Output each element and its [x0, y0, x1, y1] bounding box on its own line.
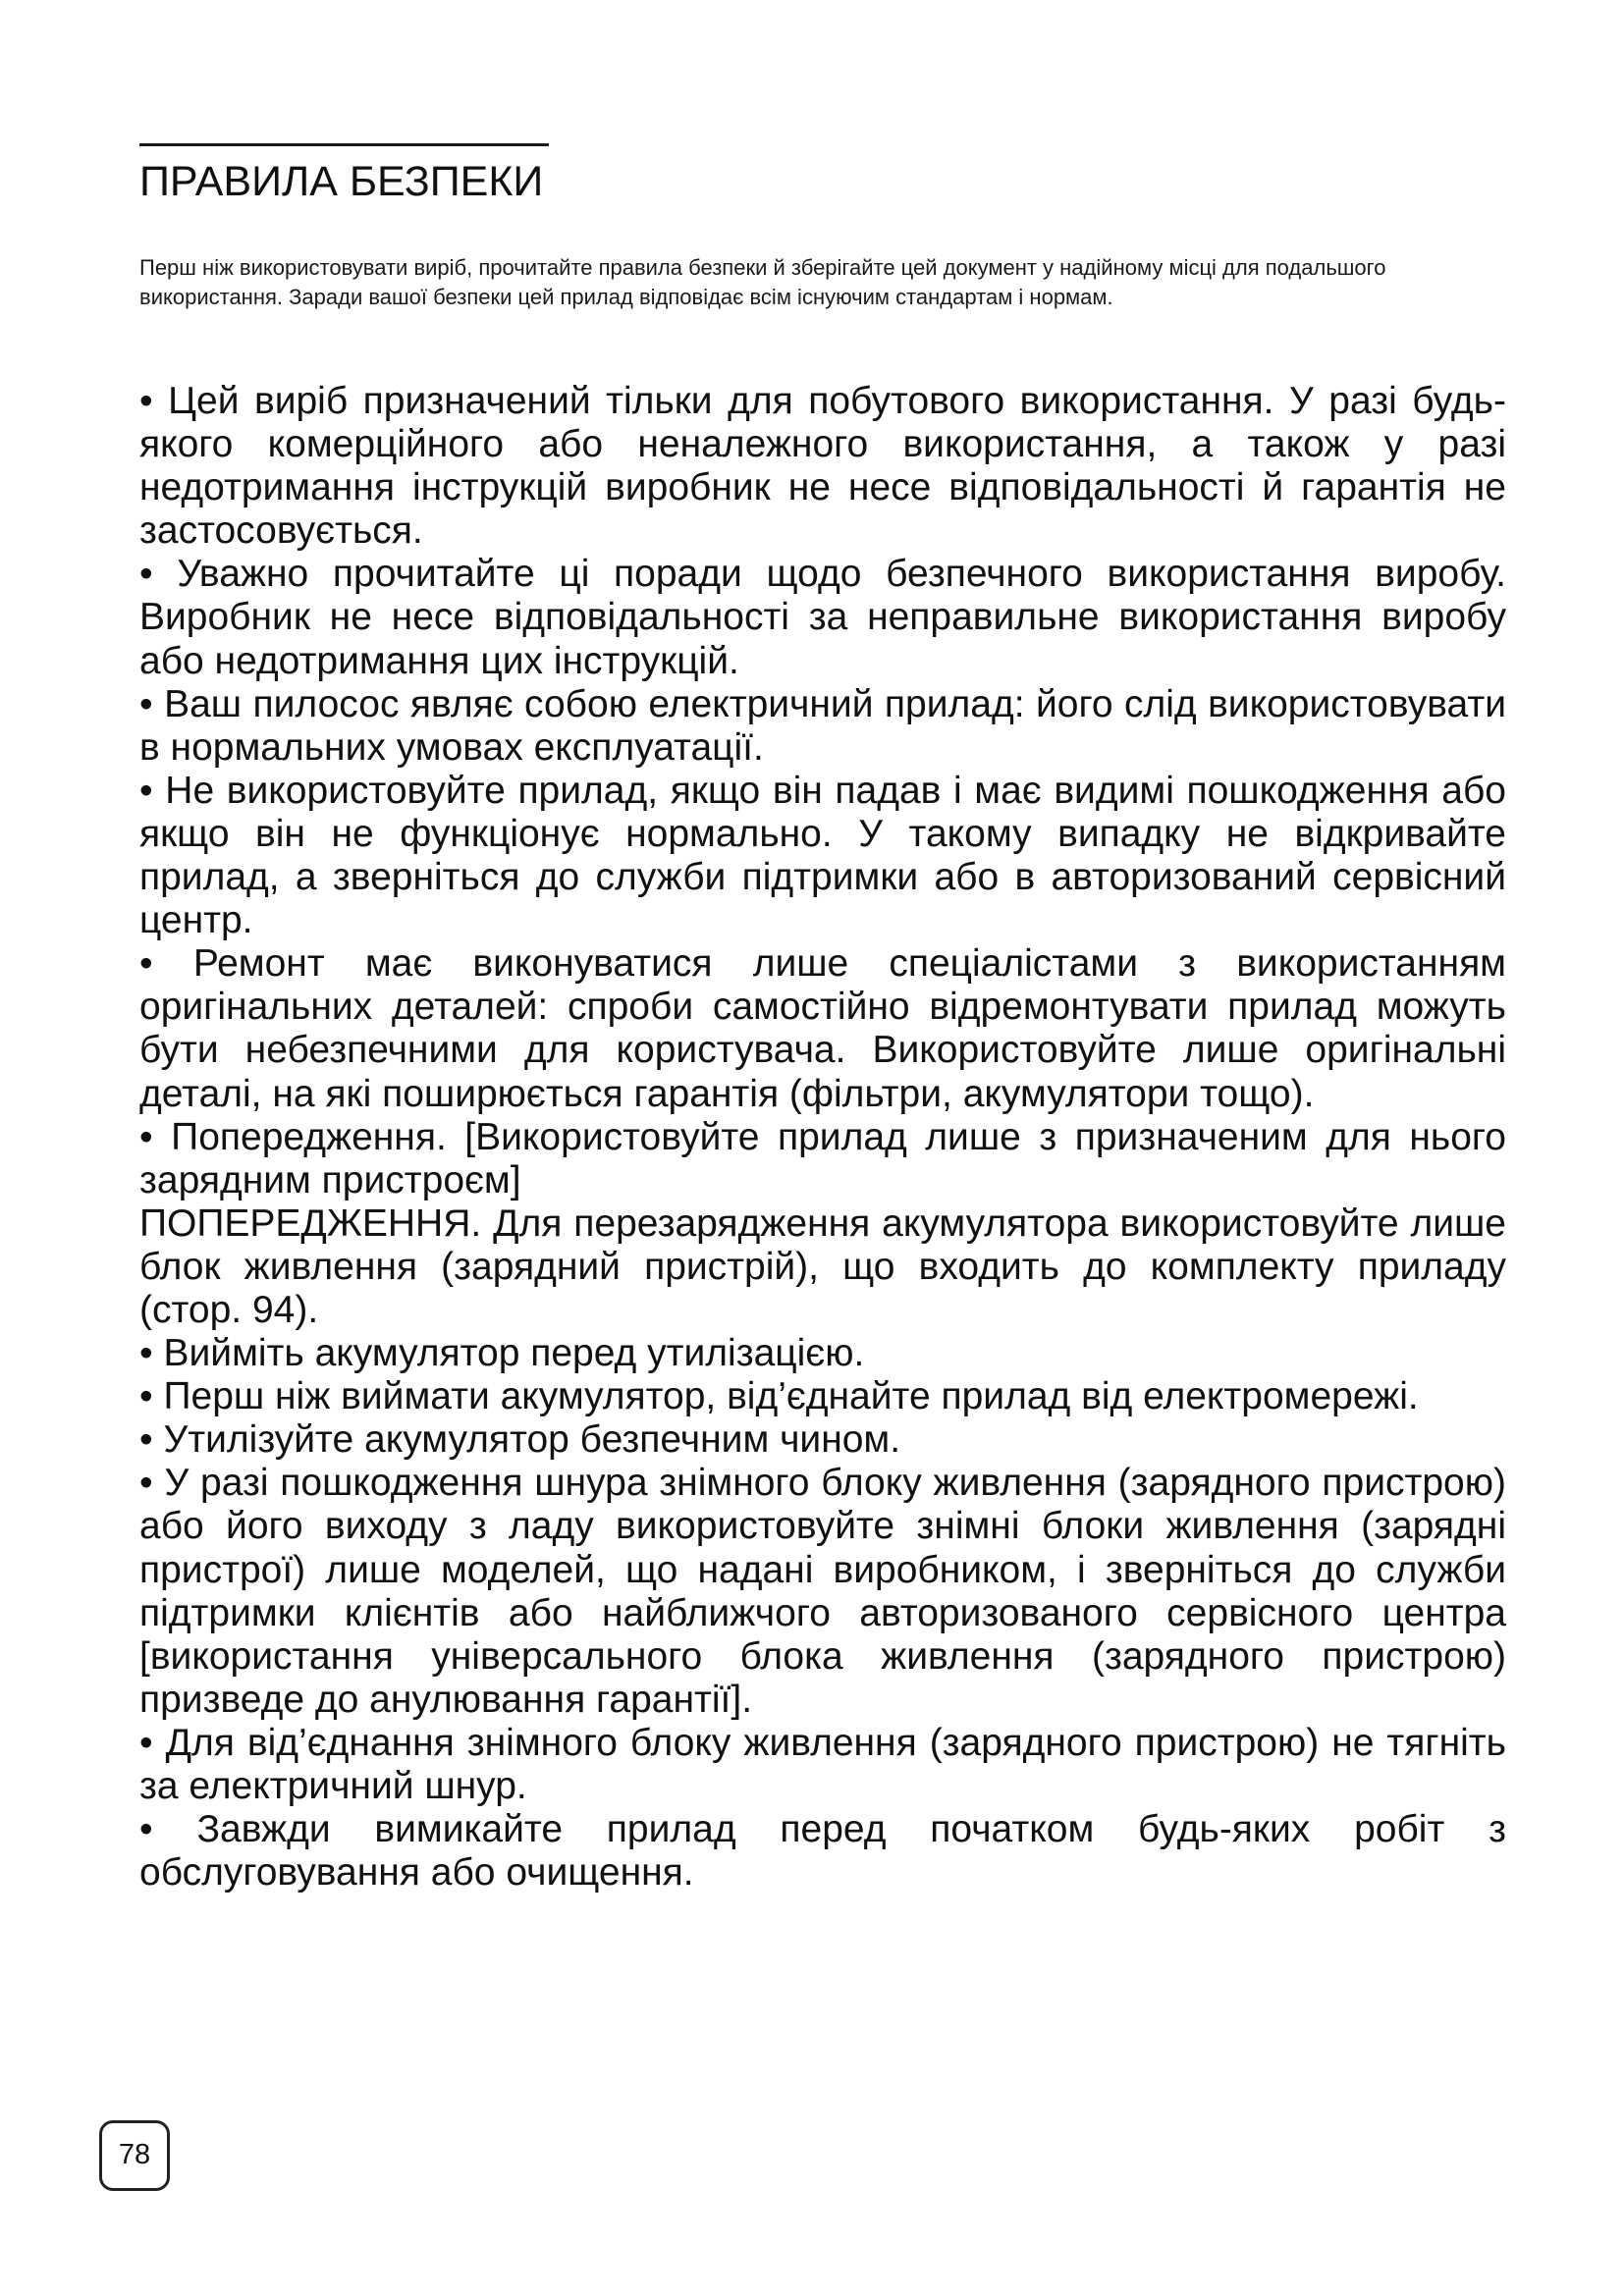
safety-paragraph: • Для від’єднання знімного блоку живлення (зарядного пристрою) не тягніть за електричний шнур.: [139, 1721, 1506, 1807]
page-number: 78: [99, 2120, 170, 2191]
safety-paragraph: • Утилізуйте акумулятор безпечним чином.: [139, 1418, 901, 1462]
safety-paragraph: • У разі пошкодження шнура знімного блоку живлення (зарядного пристрою) або його виходу з ладу використовуйте знімні блоки живлення (зарядні пристрої) лише моделей, що надані виробником, і зверніться до служби підтримки клієнтів або найближчого авторизованого сервісного центра [використання універсального блока живлення (зарядного пристрою) призведе до анулювання гарантії].: [139, 1462, 1506, 1721]
safety-paragraph: • Завжди вимикайте прилад перед початком будь-яких робіт з обслуговування або очищення.: [139, 1808, 1506, 1895]
title-rule: [139, 143, 549, 146]
safety-paragraph: • Цей виріб призначений тільки для побутового використання. У разі будь-якого комерційного або неналежного використання, а також у разі недотримання інструкцій виробник не несе відповідальності й гарантія не застосовується.: [139, 380, 1506, 553]
safety-paragraph: • Вийміть акумулятор перед утилізацією.: [139, 1332, 865, 1375]
safety-paragraph: • Ваш пилосос являє собою електричний прилад: його слід використовувати в нормальних умовах експлуатації.: [139, 682, 1506, 769]
safety-paragraph: • Ремонт має виконуватися лише спеціалістами з використанням оригінальних деталей: спроби самостійно відремонтувати прилад можуть бути небезпечними для користувача. Використовуйте лише оригінальні деталі, на які поширюється гарантія (фільтри, акумулятори тощо).: [139, 942, 1506, 1115]
safety-paragraph: • Перш ніж виймати акумулятор, від’єднайте прилад від електромережі.: [139, 1375, 1419, 1418]
safety-rules-body: [139, 380, 1506, 1895]
page-title: ПРАВИЛА БЕЗПЕКИ: [139, 158, 544, 205]
safety-paragraph: ПОПЕРЕДЖЕННЯ. Для перезарядження акумулятора використовуйте лише блок живлення (зарядний пристрій), що входить до комплекту приладу (стор. 94).: [139, 1201, 1506, 1331]
intro-text: Перш ніж використовувати виріб, прочитайте правила безпеки й зберігайте цей документ у надійному місці для подальшого використання. Заради вашої безпеки цей прилад відповідає всім існуючим стандартам і нормам.: [139, 255, 1386, 309]
safety-paragraph: • Не використовуйте прилад, якщо він падав і має видимі пошкодження або якщо він не функціонує нормально. У такому випадку не відкривайте прилад, а зверніться до служби підтримки або в авторизований сервісний центр.: [139, 769, 1506, 942]
safety-paragraph: • Попередження. [Використовуйте прилад лише з призначеним для нього зарядним пристроєм]: [139, 1115, 1506, 1201]
safety-paragraph: • Уважно прочитайте ці поради щодо безпечного використання виробу. Виробник не несе відповідальності за неправильне використання виробу або недотримання цих інструкцій.: [139, 553, 1506, 682]
